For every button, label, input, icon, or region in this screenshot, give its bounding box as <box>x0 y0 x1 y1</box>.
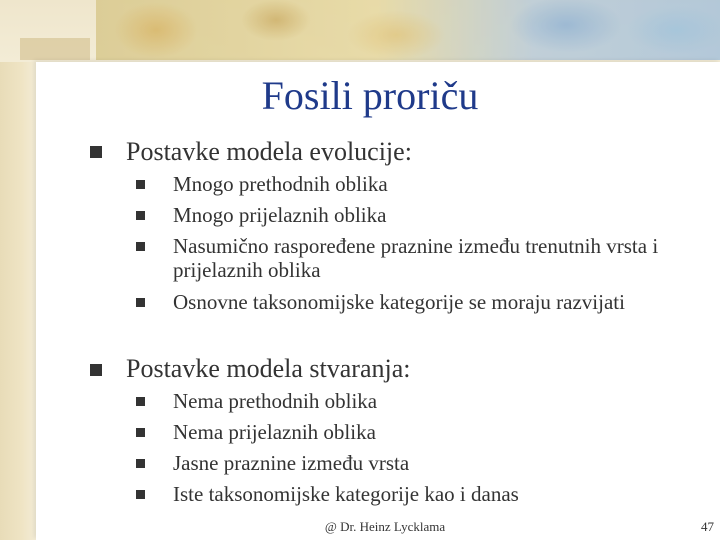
section-heading: Postavke modela evolucije: <box>126 137 412 166</box>
list-item: Mnogo prethodnih oblika <box>173 172 388 196</box>
square-bullet-icon <box>136 211 145 220</box>
list-item: Nasumično raspoređene praznine između trenutnih vrsta i prijelaznih oblika <box>173 234 659 282</box>
square-bullet-icon <box>136 180 145 189</box>
list-item: Osnovne taksonomijske kategorije se moraju razvijati <box>173 290 625 314</box>
square-bullet-icon <box>136 298 145 307</box>
slide-title: Fosili proriču <box>261 73 479 118</box>
square-bullet-icon <box>136 428 145 437</box>
banner-accent <box>20 38 90 60</box>
leaf-decoration-image <box>96 0 720 60</box>
square-bullet-icon <box>136 242 145 251</box>
list-item: Nema prijelaznih oblika <box>173 420 376 444</box>
section-heading: Postavke modela stvaranja: <box>126 354 411 383</box>
parchment-strip <box>0 0 36 540</box>
list-item: Iste taksonomijske kategorije kao i danas <box>173 482 519 506</box>
page-number: 47 <box>701 519 714 534</box>
square-bullet-icon <box>90 146 102 158</box>
square-bullet-icon <box>90 364 102 376</box>
list-item: Nema prethodnih oblika <box>173 389 378 413</box>
square-bullet-icon <box>136 397 145 406</box>
square-bullet-icon <box>136 490 145 499</box>
list-item: Mnogo prijelaznih oblika <box>173 203 387 227</box>
square-bullet-icon <box>136 459 145 468</box>
footer-author: @ Dr. Heinz Lycklama <box>324 519 446 534</box>
list-item: Jasne praznine između vrsta <box>173 451 410 475</box>
